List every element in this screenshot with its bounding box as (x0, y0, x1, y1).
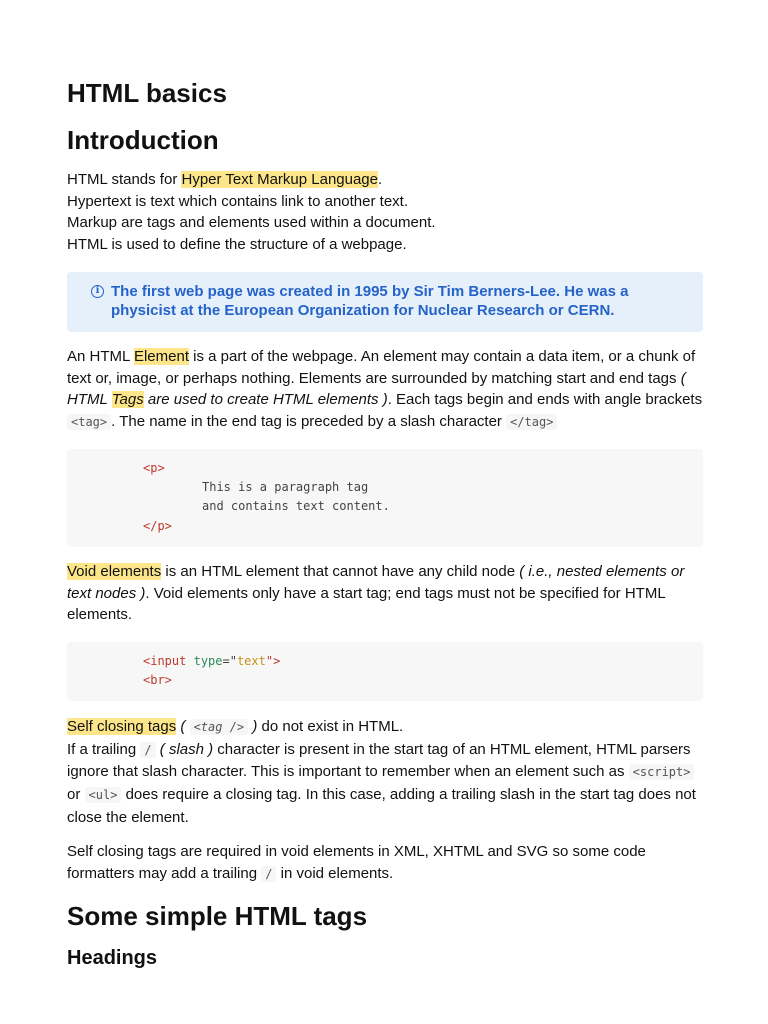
element-text: . Each tags begin and ends with angle brackets (387, 391, 703, 409)
intro-paragraph (67, 169, 707, 256)
info-icon: i (91, 285, 104, 298)
inline-code-ul: <ul> (85, 787, 122, 803)
page-title: HTML basics (67, 78, 227, 108)
intro-text: . (378, 171, 383, 188)
code-punct: =" (222, 654, 237, 668)
self-text: do not exist in HTML. (257, 718, 404, 735)
void-text: . Void elements only have a start tag; end tags must not be specified for HTML elements. (67, 584, 666, 624)
info-callout (67, 272, 703, 332)
intro-line-2: Hypertext is text which contains link to another text. (67, 192, 408, 210)
intro-line-3: Markup are tags and elements used within a document. (67, 214, 436, 232)
element-text: An HTML (67, 348, 134, 365)
highlight-self-closing-tags: Self closing tags (67, 718, 177, 735)
emphasis-text: ) (248, 718, 258, 735)
code-block-paragraph (67, 449, 703, 547)
emphasis-part: are used to create HTML elements ) (143, 391, 388, 409)
code-close-tag: </p> (143, 519, 172, 533)
code-tag: "> (265, 654, 281, 668)
inline-code-script: <script> (629, 764, 695, 780)
callout-text: The first web page was created in 1995 by Sir Tim Berners-Lee. He was a physicist at the European Organization for Nuclear Research or CERN. (111, 283, 629, 319)
emphasis-text: ( (176, 718, 190, 735)
emphasis-text: ( i.e., nested elements or text nodes ) (67, 563, 685, 602)
inline-code-end-tag: </tag> (506, 414, 557, 430)
emphasis-text: ( slash ) (155, 740, 214, 758)
section-heading: Some simple HTML tags (67, 901, 368, 931)
self-text: character is present in the start tag of an HTML element, HTML parsers ignore that slash character. This is important to remember when an element such as (67, 740, 691, 781)
xml-text: Self closing tags are required in void elements in XML, XHTML and SVG so some code formatters may add a trailing (67, 843, 646, 882)
highlight-element: Element (133, 348, 189, 365)
highlight-void-elements: Void elements (67, 563, 162, 580)
intro-text: HTML stands for (67, 171, 182, 188)
subsection-heading: Headings (67, 947, 158, 969)
xml-paragraph (67, 841, 707, 885)
xml-text: in void elements. (276, 864, 394, 882)
inline-code-slash: / (140, 742, 155, 758)
code-string: text (236, 654, 266, 668)
inline-code-slash: / (261, 866, 276, 882)
emphasis-part: ( HTML (67, 369, 686, 409)
code-line: This is a paragraph tag (202, 480, 369, 494)
self-closing-paragraph (67, 716, 707, 829)
code-tag: <input (143, 654, 187, 668)
introduction-heading: Introduction (67, 125, 219, 155)
element-text: is a part of the webpage. An element may contain a data item, or a chunk of text or, image, or perhaps nothing. Elements are surrounded by matching start and end tags (67, 348, 696, 387)
element-paragraph (67, 346, 707, 434)
self-text: If a trailing (67, 740, 141, 758)
void-text: is an HTML element that cannot have any child node (161, 563, 520, 580)
inline-code-self-tag: <tag /> (190, 719, 249, 735)
highlight-hypertext-markup: Hyper Text Markup Language (181, 171, 378, 188)
code-open-tag: <p> (143, 461, 165, 475)
code-attr: type (193, 654, 223, 668)
code-br-line: <br> (143, 673, 172, 687)
highlight-tags: Tags (111, 391, 144, 409)
self-text: does require a closing tag. In this case, adding a trailing slash in the start tag does not close the element. (67, 786, 696, 826)
code-line: and contains text content. (202, 499, 390, 513)
self-text: or (67, 786, 85, 804)
intro-line-4: HTML is used to define the structure of a webpage. (67, 236, 407, 254)
inline-code-tag: <tag> (67, 414, 111, 430)
element-text: . The name in the end tag is preceded by a slash character (111, 413, 507, 431)
code-input-line (143, 652, 280, 671)
void-elements-paragraph (67, 561, 707, 626)
code-block-void (67, 642, 703, 701)
